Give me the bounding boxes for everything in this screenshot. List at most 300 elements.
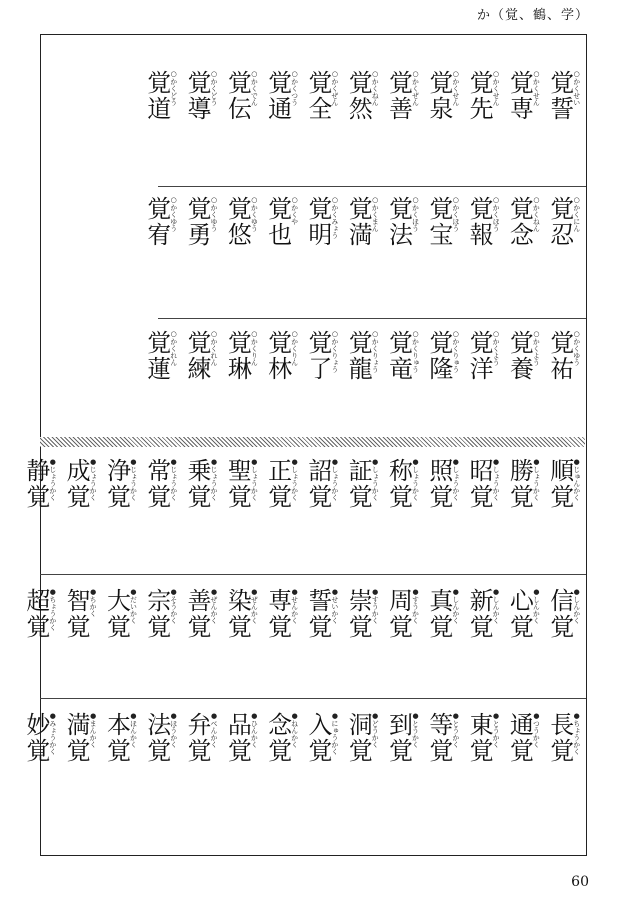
name-entry: [223, 330, 266, 410]
entry-marker: ●: [48, 458, 57, 466]
name-entry: [465, 712, 508, 792]
bottom-name-row-3: [21, 712, 589, 792]
name-entry: [183, 712, 226, 792]
entry-kanji: 崇覚: [344, 588, 373, 640]
entry-kanji: 周覚: [384, 588, 413, 640]
entry-marker: ●: [290, 712, 299, 720]
entry-kanji: 覚琳: [223, 330, 252, 382]
entry-marker: ○: [290, 330, 299, 338]
entry-reading: [248, 458, 260, 538]
entry-kanji: 詔覚: [303, 458, 332, 510]
entry-reading: [571, 712, 583, 792]
entry-marker: ○: [290, 196, 299, 204]
entry-reading: [450, 196, 462, 276]
name-entry: [263, 70, 307, 150]
name-entry: [505, 458, 548, 538]
divider-line: [158, 186, 586, 187]
entry-kanji: 覚法: [384, 196, 413, 248]
entry-reading-text: ぜんかく: [250, 596, 259, 624]
entry-reading-text: かくよう: [492, 338, 501, 366]
entry-marker: ●: [210, 588, 219, 596]
entry-kanji: 覚宥: [142, 196, 171, 248]
entry-marker: ○: [492, 70, 501, 78]
entry-marker: ●: [290, 458, 299, 466]
entry-kanji: 覚悠: [223, 196, 252, 248]
entry-marker: ●: [250, 458, 259, 466]
entry-kanji: 覚満: [344, 196, 373, 248]
name-entry: [344, 458, 387, 538]
entry-marker: ○: [492, 196, 501, 204]
entry-kanji: 静覚: [21, 458, 50, 510]
name-entry: [62, 458, 105, 538]
entry-reading-text: かくりん: [250, 338, 259, 366]
entry-reading: [410, 196, 422, 276]
entry-kanji: 覚然: [344, 70, 373, 122]
entry-kanji: 覚忍: [545, 196, 574, 248]
entry-marker: ●: [411, 588, 420, 596]
entry-reading-text: じょうかく: [129, 466, 138, 501]
entry-kanji: 信覚: [545, 588, 574, 640]
entry-kanji: 超覚: [21, 588, 50, 640]
entry-marker: ○: [572, 70, 581, 78]
entry-reading-text: かくまん: [371, 204, 380, 232]
entry-reading: [127, 712, 139, 792]
entry-reading: [369, 588, 381, 668]
name-entry: [344, 330, 387, 410]
entry-reading-text: しんかく: [492, 596, 501, 624]
entry-kanji: 入覚: [303, 712, 332, 764]
entry-reading: [490, 70, 502, 150]
entry-marker: ●: [169, 458, 178, 466]
entry-reading: [127, 458, 139, 538]
name-entry: [424, 712, 468, 792]
divider-line: [40, 574, 586, 575]
entry-marker: ○: [411, 330, 420, 338]
entry-reading-text: どうかく: [371, 720, 380, 748]
entry-kanji: 到覚: [384, 712, 413, 764]
entry-kanji: 長覚: [545, 712, 574, 764]
entry-reading-text: せいかく: [330, 596, 339, 624]
entry-marker: ●: [451, 588, 460, 596]
name-entry: [384, 330, 428, 410]
entry-reading: [530, 196, 542, 276]
entry-marker: ●: [371, 712, 380, 720]
entry-reading-text: かくや: [290, 204, 299, 225]
name-entry: [142, 712, 186, 792]
name-entry: [384, 458, 428, 538]
name-entry: [384, 196, 428, 276]
entry-marker: ○: [290, 70, 299, 78]
entry-reading-text: かくよう: [532, 338, 541, 366]
entry-kanji: 洞覚: [344, 712, 373, 764]
entry-marker: ●: [371, 588, 380, 596]
entry-reading: [530, 330, 542, 410]
name-entry: [505, 712, 548, 792]
entry-kanji: 浄覚: [102, 458, 131, 510]
entry-reading: [208, 458, 220, 538]
name-entry: [142, 70, 186, 150]
name-entry: [303, 458, 347, 538]
entry-reading: [369, 330, 381, 410]
entry-kanji: 妙覚: [21, 712, 50, 764]
name-entry: [424, 330, 468, 410]
entry-kanji: 覚龍: [344, 330, 373, 382]
entry-kanji: 覚也: [263, 196, 292, 248]
entry-marker: ●: [532, 588, 541, 596]
entry-kanji: 常覚: [142, 458, 171, 510]
entry-reading: [289, 588, 301, 668]
entry-reading-text: しょうかく: [250, 466, 259, 501]
entry-reading-text: かくりゅう: [451, 338, 460, 373]
entry-marker: ○: [532, 70, 541, 78]
entry-kanji: 覚念: [505, 196, 534, 248]
entry-reading-text: とうかく: [492, 720, 501, 748]
entry-reading-text: べんかく: [210, 720, 219, 748]
name-entry: [142, 330, 186, 410]
top-name-row-1: [142, 70, 589, 150]
entry-marker: ○: [572, 330, 581, 338]
name-entry: [183, 588, 226, 668]
entry-reading: [168, 588, 180, 668]
entry-reading: [410, 330, 422, 410]
entry-kanji: 新覚: [465, 588, 494, 640]
name-entry: [223, 70, 266, 150]
entry-reading: [168, 196, 180, 276]
entry-reading-text: かくほう: [411, 204, 420, 232]
entry-reading-text: かくゆう: [250, 204, 259, 232]
entry-reading-text: かくりょう: [371, 338, 380, 373]
entry-marker: ●: [169, 712, 178, 720]
entry-kanji: 善覚: [183, 588, 212, 640]
entry-reading-text: かくゆう: [572, 338, 581, 366]
entry-kanji: 聖覚: [223, 458, 252, 510]
name-entry: [21, 712, 65, 792]
entry-reading-text: みょうかく: [48, 720, 57, 755]
entry-marker: ○: [250, 70, 259, 78]
entry-reading: [369, 196, 381, 276]
entry-reading-text: かくりゅう: [411, 338, 420, 373]
entry-reading: [208, 712, 220, 792]
entry-kanji: 覚報: [465, 196, 494, 248]
entry-reading: [168, 458, 180, 538]
entry-reading-text: だいかく: [129, 596, 138, 624]
entry-reading-text: しょうかく: [290, 466, 299, 501]
name-entry: [303, 330, 347, 410]
entry-reading-text: かくほう: [451, 204, 460, 232]
entry-kanji: 覚全: [303, 70, 332, 122]
entry-reading-text: しょうかく: [532, 466, 541, 501]
name-entry: [505, 70, 548, 150]
entry-reading-text: かくでん: [250, 78, 259, 106]
name-entry: [344, 712, 387, 792]
entry-kanji: 昭覚: [465, 458, 494, 510]
entry-marker: ●: [290, 588, 299, 596]
name-entry: [424, 458, 468, 538]
entry-reading: [410, 588, 422, 668]
entry-kanji: 覚蓮: [142, 330, 171, 382]
entry-marker: ○: [451, 196, 460, 204]
entry-marker: ●: [210, 458, 219, 466]
entry-marker: ○: [250, 330, 259, 338]
entry-reading-text: じょうかく: [89, 466, 98, 501]
entry-marker: ●: [451, 712, 460, 720]
entry-reading-text: つうかく: [532, 720, 541, 748]
entry-reading: [248, 588, 260, 668]
entry-marker: ●: [330, 588, 339, 596]
entry-kanji: 覚隆: [424, 330, 453, 382]
entry-reading: [490, 712, 502, 792]
entry-reading-text: ひんかく: [250, 720, 259, 748]
entry-kanji: 覚専: [505, 70, 534, 122]
name-entry: [465, 458, 508, 538]
entry-reading-text: かくせん: [532, 78, 541, 106]
entry-marker: ○: [451, 330, 460, 338]
entry-reading: [208, 330, 220, 410]
top-name-row-3: [142, 330, 589, 410]
entry-reading-text: かくせん: [451, 78, 460, 106]
entry-reading: [248, 70, 260, 150]
name-entry: [102, 458, 145, 538]
entry-reading: [571, 70, 583, 150]
entry-marker: ●: [48, 712, 57, 720]
page-number: 60: [571, 874, 589, 890]
entry-kanji: 覚誓: [545, 70, 574, 122]
entry-reading-text: かくほう: [492, 204, 501, 232]
entry-reading-text: じょうかく: [169, 466, 178, 501]
name-entry: [183, 458, 226, 538]
entry-marker: ●: [371, 458, 380, 466]
entry-marker: ●: [330, 712, 339, 720]
entry-marker: ●: [210, 712, 219, 720]
entry-reading-text: かくゆう: [169, 204, 178, 232]
name-entry: [223, 196, 266, 276]
entry-kanji: 勝覚: [505, 458, 534, 510]
entry-kanji: 覚明: [303, 196, 332, 248]
top-name-row-2: [142, 196, 589, 276]
entry-kanji: 念覚: [263, 712, 292, 764]
entry-reading: [571, 588, 583, 668]
bottom-name-row-2: [21, 588, 589, 668]
entry-kanji: 品覚: [223, 712, 252, 764]
bottom-name-row-1: [21, 458, 589, 538]
entry-kanji: 誓覚: [303, 588, 332, 640]
entry-marker: ○: [411, 196, 420, 204]
entry-kanji: 通覚: [505, 712, 534, 764]
entry-reading: [450, 458, 462, 538]
entry-reading: [47, 712, 59, 792]
name-entry: [545, 588, 589, 668]
entry-kanji: 等覚: [424, 712, 453, 764]
entry-reading-text: とうかく: [451, 720, 460, 748]
name-entry: [465, 196, 508, 276]
entry-marker: ○: [492, 330, 501, 338]
entry-reading-text: ちょうかく: [572, 720, 581, 755]
entry-reading: [369, 458, 381, 538]
entry-marker: ●: [451, 458, 460, 466]
entry-kanji: 順覚: [545, 458, 574, 510]
entry-kanji: 覚宝: [424, 196, 453, 248]
entry-reading-text: かくれん: [210, 338, 219, 366]
entry-reading-text: せんかく: [290, 596, 299, 624]
entry-kanji: 東覚: [465, 712, 494, 764]
entry-reading-text: かくれん: [169, 338, 178, 366]
name-entry: [344, 588, 387, 668]
name-entry: [545, 458, 589, 538]
entry-kanji: 覚祐: [545, 330, 574, 382]
entry-marker: ○: [371, 196, 380, 204]
name-entry: [465, 330, 508, 410]
entry-reading: [208, 588, 220, 668]
entry-reading-text: かくりん: [290, 338, 299, 366]
entry-reading-text: しょうかく: [371, 466, 380, 501]
entry-reading-text: かくつう: [290, 78, 299, 106]
entry-reading-text: じゅんかく: [572, 466, 581, 501]
entry-reading: [410, 70, 422, 150]
entry-reading: [369, 712, 381, 792]
name-entry: [505, 196, 548, 276]
entry-reading: [208, 70, 220, 150]
name-entry: [62, 712, 105, 792]
entry-marker: ●: [169, 588, 178, 596]
entry-reading: [248, 196, 260, 276]
name-entry: [183, 70, 226, 150]
entry-reading-text: そうかく: [169, 596, 178, 624]
entry-reading-text: かくねん: [371, 78, 380, 106]
entry-reading: [289, 70, 301, 150]
entry-reading-text: ねんかく: [290, 720, 299, 748]
entry-reading-text: しょうかく: [411, 466, 420, 501]
entry-reading-text: じょうかく: [48, 466, 57, 501]
entry-marker: ●: [572, 588, 581, 596]
entry-reading-text: じょうかく: [210, 466, 219, 501]
name-entry: [223, 588, 266, 668]
entry-marker: ●: [250, 588, 259, 596]
entry-reading: [450, 588, 462, 668]
entry-kanji: 智覚: [62, 588, 91, 640]
entry-reading-text: しんかく: [451, 596, 460, 624]
entry-kanji: 宗覚: [142, 588, 171, 640]
entry-reading: [208, 196, 220, 276]
entry-reading: [571, 458, 583, 538]
entry-reading: [248, 712, 260, 792]
entry-marker: ○: [411, 70, 420, 78]
name-entry: [223, 712, 266, 792]
entry-marker: ●: [411, 712, 420, 720]
entry-reading: [289, 458, 301, 538]
entry-reading-text: かくりょう: [330, 338, 339, 373]
entry-reading-text: かくどう: [210, 78, 219, 106]
entry-reading: [530, 588, 542, 668]
entry-reading-text: かくゆう: [210, 204, 219, 232]
entry-reading: [490, 196, 502, 276]
entry-reading-text: すうかく: [411, 596, 420, 624]
name-entry: [303, 712, 347, 792]
entry-marker: ○: [169, 330, 178, 338]
entry-kanji: 覚道: [142, 70, 171, 122]
entry-reading: [571, 196, 583, 276]
name-entry: [424, 70, 468, 150]
entry-marker: ○: [169, 70, 178, 78]
name-entry: [21, 588, 65, 668]
entry-marker: ○: [572, 196, 581, 204]
entry-marker: ●: [89, 588, 98, 596]
entry-kanji: 覚竜: [384, 330, 413, 382]
entry-marker: ○: [371, 330, 380, 338]
entry-reading-text: ほんかく: [129, 720, 138, 748]
entry-kanji: 専覚: [263, 588, 292, 640]
name-entry: [545, 196, 589, 276]
entry-reading: [87, 588, 99, 668]
entry-marker: ●: [250, 712, 259, 720]
entry-kanji: 称覚: [384, 458, 413, 510]
entry-reading-text: かくねん: [532, 204, 541, 232]
name-entry: [62, 588, 105, 668]
entry-marker: ○: [210, 70, 219, 78]
entry-kanji: 覚伝: [223, 70, 252, 122]
entry-kanji: 心覚: [505, 588, 534, 640]
entry-reading: [490, 330, 502, 410]
entry-kanji: 覚洋: [465, 330, 494, 382]
entry-reading: [450, 330, 462, 410]
entry-reading-text: かくぜん: [411, 78, 420, 106]
entry-reading-text: ほうかく: [169, 720, 178, 748]
name-entry: [21, 458, 65, 538]
entry-kanji: 覚養: [505, 330, 534, 382]
name-entry: [505, 588, 548, 668]
name-entry: [263, 458, 307, 538]
entry-reading-text: ちょうかく: [48, 596, 57, 631]
entry-kanji: 覚泉: [424, 70, 453, 122]
entry-marker: ●: [532, 712, 541, 720]
section-divider-hatch: [40, 437, 585, 447]
name-entry: [102, 712, 145, 792]
entry-kanji: 覚了: [303, 330, 332, 382]
entry-marker: ○: [532, 330, 541, 338]
entry-marker: ●: [411, 458, 420, 466]
entry-reading-text: しょうかく: [451, 466, 460, 501]
entry-kanji: 法覚: [142, 712, 171, 764]
entry-reading: [490, 458, 502, 538]
entry-reading: [329, 330, 341, 410]
name-entry: [344, 70, 387, 150]
entry-marker: ○: [371, 70, 380, 78]
entry-marker: ●: [129, 712, 138, 720]
entry-marker: ●: [492, 458, 501, 466]
entry-reading: [248, 330, 260, 410]
entry-kanji: 覚先: [465, 70, 494, 122]
entry-reading-text: しんかく: [572, 596, 581, 624]
entry-marker: ○: [210, 196, 219, 204]
entry-reading: [168, 70, 180, 150]
entry-kanji: 覚通: [263, 70, 292, 122]
entry-marker: ●: [572, 458, 581, 466]
entry-reading: [289, 196, 301, 276]
entry-reading: [329, 588, 341, 668]
entry-reading: [530, 712, 542, 792]
entry-marker: ●: [48, 588, 57, 596]
name-entry: [263, 196, 307, 276]
entry-reading: [289, 712, 301, 792]
entry-marker: ○: [330, 196, 339, 204]
entry-kanji: 真覚: [424, 588, 453, 640]
divider-line: [158, 318, 586, 319]
entry-reading-text: かくにん: [572, 204, 581, 232]
name-entry: [545, 712, 589, 792]
entry-reading-text: ちかく: [89, 596, 98, 617]
entry-marker: ●: [330, 458, 339, 466]
page-header: か（覚、鶴、学）: [476, 8, 589, 23]
name-entry: [344, 196, 387, 276]
